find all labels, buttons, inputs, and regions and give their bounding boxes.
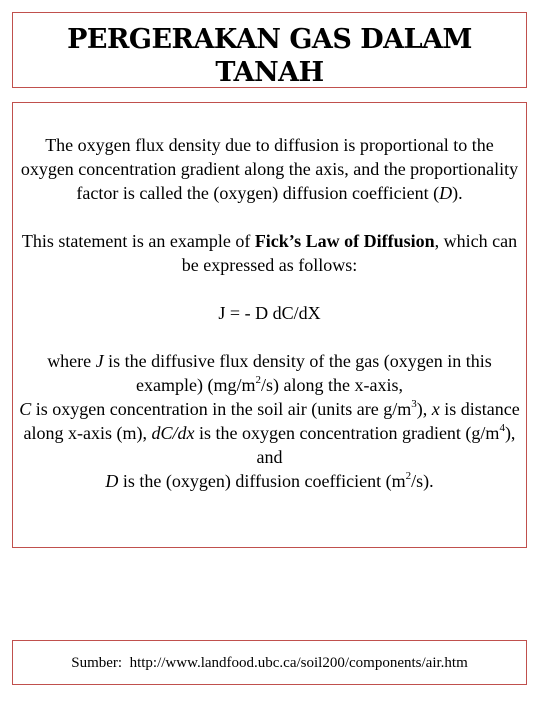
source-citation <box>13 653 526 673</box>
content-box <box>12 102 527 548</box>
fick-law-term: Fick’s Law of Diffusion <box>254 231 435 251</box>
paragraph-fick-law: This statement is an example of Fick’s Law of Diffusion, which can be expressed as follows: <box>21 231 518 275</box>
equation: J = - D dC/dX <box>218 303 321 323</box>
paragraph-definition: The oxygen flux density due to diffusion is proportional to the oxygen concentration gradient along the axis, and the proportionality factor is called the (oxygen) diffusion coefficient (D). <box>20 135 519 203</box>
page-title <box>13 23 526 89</box>
title-line-1: PERGERAKAN GAS DALAM <box>67 24 472 55</box>
title-line-2: TANAH <box>215 57 324 88</box>
source-box <box>12 640 527 685</box>
source-url: http://www.landfood.ubc.ca/soil200/components/air.htm <box>129 655 468 671</box>
content-text <box>19 133 520 493</box>
title-box <box>12 12 527 88</box>
paragraph-variables: where J is the diffusive flux density of the gas (oxygen in this example) $(mg/m^2/s)$ along the x-axis, C is oxygen concentration in the soil air (units are $g/m^3$), x is distance along x-axis (m), dC/dx is the oxygen concentration gradient $(g/m^4)$, and D is the (oxygen) diffusion coefficient $(m^2/s)$. <box>19 351 520 491</box>
source-label: Sumber: <box>71 655 123 671</box>
